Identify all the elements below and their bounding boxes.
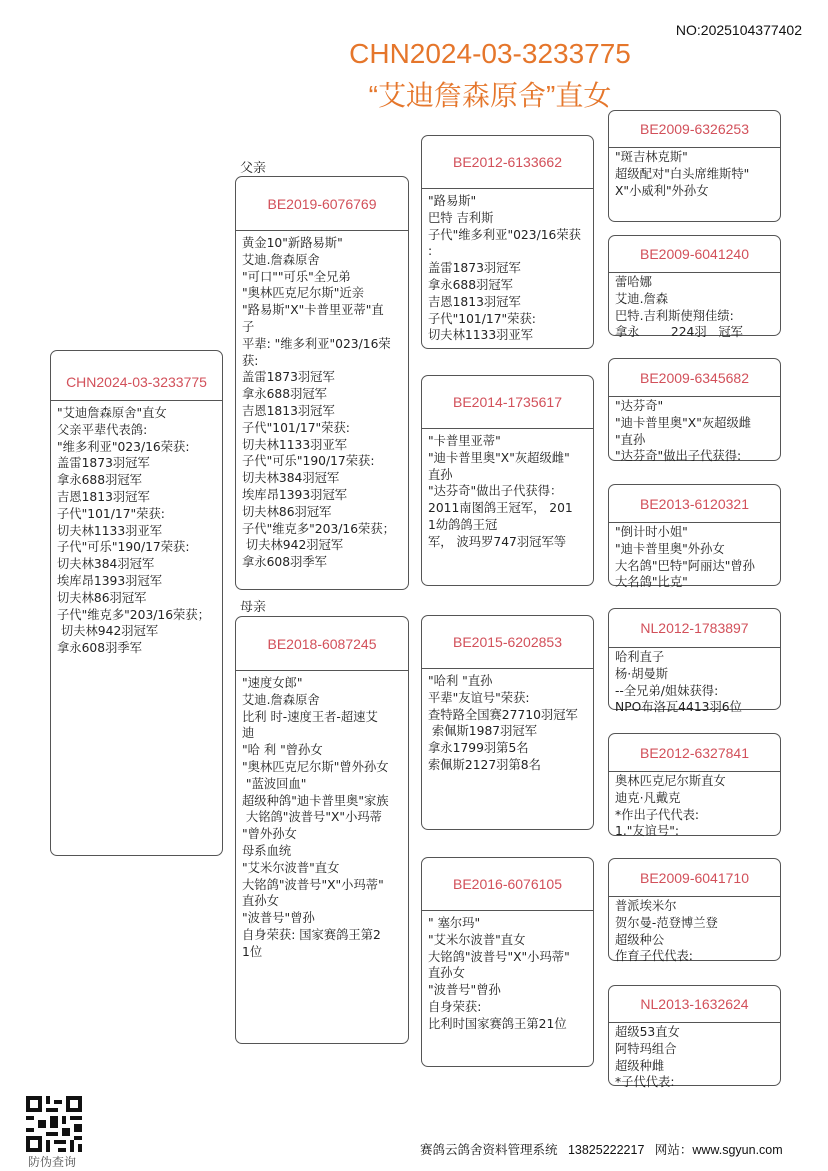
note-line: 迪 <box>242 726 255 741</box>
pedigree-box-sire-sire[interactable] <box>421 135 594 349</box>
note-line: 平辈: "维多利亚"023/16荣 <box>242 336 391 351</box>
note-line: 普派埃米尔 <box>615 899 677 913</box>
note-line: "路易斯" <box>428 194 477 208</box>
note-line: "迪卡普里奥"外孙女 <box>615 541 725 556</box>
pedigree-notes <box>609 397 780 465</box>
ring-number: BE2009-6041710 <box>609 859 780 897</box>
ring-number: CHN2024-03-3233775 <box>51 351 222 401</box>
note-line: 艾迪.詹森 <box>615 291 669 306</box>
website-link[interactable]: www.sgyun.com <box>692 1143 783 1157</box>
note-line: 盖雷1873羽冠军 <box>428 261 521 276</box>
title-ring-number: CHN2024-03-3233775 <box>349 38 631 69</box>
pedigree-box-subject[interactable] <box>50 350 223 856</box>
note-line: 巴特 吉利斯 <box>428 210 494 225</box>
note-line: 作育子代代表: <box>615 949 693 964</box>
note-line: --全兄弟/姐妹获得: <box>615 683 719 698</box>
note-line: 埃库昂1393羽冠军 <box>57 573 163 588</box>
note-line: 切夫林1133羽亚军 <box>428 328 534 343</box>
pedigree-notes <box>609 772 780 840</box>
pedigree-notes <box>609 648 780 716</box>
note-line: 父亲平辈代表鸽: <box>57 422 148 437</box>
note-line: "直孙 <box>615 432 646 447</box>
ring-number: BE2009-6041240 <box>609 236 780 273</box>
pedigree-notes <box>51 401 222 657</box>
note-line: 子代"101/17"荣获: <box>57 506 165 521</box>
qr-code-icon[interactable] <box>26 1096 82 1152</box>
note-line: 拿永688羽冠军 <box>242 387 327 402</box>
note-line: "曾外孙女 <box>242 827 297 842</box>
ring-number: BE2015-6202853 <box>422 616 593 669</box>
note-line: 获: <box>242 353 259 368</box>
note-line: "可口""可乐"全兄弟 <box>242 269 351 284</box>
note-line: 子代"维多利亚"023/16荣获 <box>428 227 581 242</box>
note-line: 艾迪.詹森原舍 <box>242 692 320 707</box>
note-line: 大名鸽"比克" <box>615 575 688 590</box>
note-line: "斑吉林克斯" <box>615 150 688 164</box>
note-line: 子代"101/17"荣获: <box>428 311 536 326</box>
pedigree-box-ddd[interactable] <box>608 985 781 1090</box>
note-line: "奥林匹克尼尔斯"近亲 <box>242 286 364 301</box>
note-line: 切夫林1133羽亚军 <box>242 437 348 452</box>
note-line: 切夫林384羽冠军 <box>57 557 155 572</box>
note-line: 军， 波玛罗747羽冠军等 <box>428 534 567 549</box>
note-line: "哈利 "直孙 <box>428 674 493 688</box>
note-line: 杨·胡曼斯 <box>615 666 669 681</box>
note-line: "速度女郎" <box>242 676 303 690</box>
title-pigeon-name: “艾迪詹森原舍”直女 <box>368 80 612 111</box>
note-line: 切夫林86羽冠军 <box>57 590 147 605</box>
note-line: " 塞尔玛" <box>428 916 481 930</box>
note-line: "哈 利 "曾孙女 <box>242 743 323 758</box>
dam-label: 母亲 <box>240 600 267 615</box>
note-line: 切夫林942羽冠军 <box>57 624 159 639</box>
note-line: 超级种雌 <box>615 1058 665 1073</box>
note-line: "波普号"曾孙 <box>242 911 315 926</box>
note-line: 超级53直女 <box>615 1025 680 1039</box>
note-line: 拿永608羽季军 <box>242 555 327 570</box>
note-line: "达芬奇"做出子代获得: <box>615 449 742 464</box>
note-line: 切夫林86羽冠军 <box>242 504 332 519</box>
note-line: 吉恩1813羽冠军 <box>57 489 150 504</box>
note-line: 盖雷1873羽冠军 <box>57 456 150 471</box>
pedigree-notes <box>422 189 593 344</box>
pedigree-notes <box>422 429 593 551</box>
note-line: 子代"101/17"荣获: <box>242 420 350 435</box>
note-line: "艾米尔波普"直女 <box>428 932 526 947</box>
pedigree-notes <box>236 231 408 571</box>
pedigree-notes <box>609 1023 780 1091</box>
ring-number: BE2016-6076105 <box>422 858 593 911</box>
note-line: 巴特.吉利斯使翔佳绩: <box>615 308 734 323</box>
document-number: NO:2025104377402 <box>675 22 802 38</box>
note-line: 1位 <box>242 944 263 959</box>
note-line: 切夫林1133羽亚军 <box>57 523 163 538</box>
note-line: 查特路全国赛27710羽冠军 <box>428 707 578 722</box>
ring-number: BE2019-6076769 <box>236 177 408 231</box>
note-line: 拿永688羽冠军 <box>57 473 142 488</box>
note-line: 黄金10"新路易斯" <box>242 236 343 250</box>
note-line: 艾迪.詹森原舍 <box>242 252 320 267</box>
note-line: 比利 时-速度王者-超速艾 <box>242 709 378 724</box>
note-line: 大铭鸽"波普号"X"小玛蒂 <box>242 810 382 825</box>
ring-number: BE2018-6087245 <box>236 617 408 671</box>
note-line: "蓝波回血" <box>242 776 307 791</box>
note-line: 超级种公 <box>615 932 665 947</box>
note-line: 子代"维克多"203/16荣获； <box>242 521 395 536</box>
pedigree-notes <box>422 669 593 774</box>
ring-number: BE2009-6326253 <box>609 111 780 148</box>
ring-number: BE2014-1735617 <box>422 376 593 429</box>
note-line: 子 <box>242 319 255 334</box>
pedigree-box-dam[interactable] <box>235 616 409 1044</box>
note-line: NPO布洛瓦4413羽6位 <box>615 700 742 715</box>
note-line: 埃库昂1393羽冠军 <box>242 487 348 502</box>
note-line: "路易斯"X"卡普里亚蒂"直 <box>242 303 384 318</box>
pedigree-box-dss[interactable] <box>608 608 781 715</box>
pedigree-notes <box>236 671 408 961</box>
note-line: "迪卡普里奥"X"灰超级雌 <box>615 415 752 430</box>
ring-number: BE2009-6345682 <box>609 359 780 397</box>
pedigree-box-dds[interactable] <box>608 858 781 964</box>
note-line: 阿特玛组合 <box>615 1041 677 1056</box>
pedigree-notes <box>609 897 780 965</box>
pedigree-notes <box>422 911 593 1033</box>
ring-number: BE2012-6327841 <box>609 734 780 772</box>
note-line: *子代代表: <box>615 1075 675 1090</box>
ring-number: BE2012-6133662 <box>422 136 593 189</box>
pedigree-box-sire-dam[interactable] <box>421 375 594 586</box>
note-line: 吉恩1813羽冠军 <box>242 403 335 418</box>
pedigree-notes <box>609 523 780 591</box>
note-line: X"小威利"外孙女 <box>615 183 709 198</box>
note-line: "维多利亚"023/16荣获: <box>57 439 190 454</box>
note-line: 拿永608羽季军 <box>57 641 142 656</box>
note-line: 子代"维克多"203/16荣获； <box>57 607 210 622</box>
sire-label: 父亲 <box>240 161 267 176</box>
note-line: 贺尔曼-范登博兰登 <box>615 915 718 930</box>
note-line: "艾米尔波普"直女 <box>242 860 340 875</box>
note-line: 索佩斯2127羽第8名 <box>428 757 541 772</box>
note-line: 奥林匹克尼尔斯直女 <box>615 774 726 788</box>
note-line: : <box>428 244 433 259</box>
pedigree-box-sire[interactable] <box>235 176 409 590</box>
note-line: 拿永688羽冠军 <box>428 277 513 292</box>
note-line: 超级配对"白头席维斯特" <box>615 166 750 181</box>
website-label: 网站： <box>654 1143 693 1157</box>
anti-counterfeit-label: 防伪查询 <box>28 1155 77 1169</box>
note-line: 1."友谊号": <box>615 824 680 839</box>
note-line: 切夫林942羽冠军 <box>242 538 344 553</box>
note-line: 比利时国家赛鸽王第21位 <box>428 1016 567 1031</box>
note-line: "达芬奇"做出子代获得： <box>428 484 563 499</box>
note-line: 直孙女 <box>242 894 279 909</box>
note-line: 直孙女 <box>428 966 465 981</box>
pedigree-box-sss[interactable] <box>608 110 781 222</box>
pedigree-box-ssd[interactable] <box>608 235 781 340</box>
note-line: 子代"可乐"190/17荣获: <box>242 454 375 469</box>
note-line: 拿永1799羽第5名 <box>428 741 529 756</box>
note-line: 2011南图鸽王冠军， 201 <box>428 501 573 516</box>
note-line: 吉恩1813羽冠军 <box>428 294 521 309</box>
note-line: 自身荣获: <box>428 999 482 1014</box>
note-line: 超级种鸽"迪卡普里奥"家族 <box>242 793 389 808</box>
note-line: "倒计时小姐" <box>615 525 688 539</box>
pedigree-box-dsd[interactable] <box>608 733 781 839</box>
note-line: 子代"可乐"190/17荣获: <box>57 540 190 555</box>
note-line: 索佩斯1987羽冠军 <box>428 724 537 739</box>
phone-number: 13825222217 <box>567 1143 645 1157</box>
note-line: 哈利直子 <box>615 650 665 664</box>
pedigree-notes <box>609 273 780 341</box>
system-name: 赛鸽云鸽舍资料管理系统 <box>420 1143 558 1157</box>
note-line: *作出子代代表: <box>615 807 700 822</box>
pedigree-box-sds[interactable] <box>608 358 781 464</box>
note-line: 切夫林384羽冠军 <box>242 471 340 486</box>
note-line: "迪卡普里奥"X"灰超级雌" <box>428 450 570 465</box>
note-line: "达芬奇" <box>615 399 664 413</box>
footer <box>420 1140 783 1158</box>
note-line: 大铭鸽"波普号"X"小玛蒂" <box>242 877 384 892</box>
ring-number: NL2013-1632624 <box>609 986 780 1023</box>
pedigree-box-dam-dam[interactable] <box>421 857 594 1067</box>
ring-number: NL2012-1783897 <box>609 609 780 648</box>
note-line: 平辈"友谊号"荣获: <box>428 690 530 705</box>
note-line: "奥林匹克尼尔斯"曾外孙女 <box>242 759 389 774</box>
note-line: 大铭鸽"波普号"X"小玛蒂" <box>428 949 570 964</box>
note-line: 直孙 <box>428 467 453 482</box>
note-line: 盖雷1873羽冠军 <box>242 370 335 385</box>
note-line: "艾迪詹森原舍"直女 <box>57 406 167 420</box>
note-line: 母系血统 <box>242 843 292 858</box>
pedigree-box-sdd[interactable] <box>608 484 781 590</box>
note-line: 拿永 224羽 冠军 <box>615 325 743 340</box>
note-line: "波普号"曾孙 <box>428 983 501 998</box>
note-line: 迪克·凡戴克 <box>615 790 681 805</box>
note-line: "卡普里亚蒂" <box>428 434 501 448</box>
pedigree-box-dam-sire[interactable] <box>421 615 594 830</box>
note-line: 蕾哈娜 <box>615 275 652 289</box>
ring-number: BE2013-6120321 <box>609 485 780 523</box>
note-line: 1幼鸽鸽王冠 <box>428 517 498 532</box>
note-line: 自身荣获: 国家赛鸽王第2 <box>242 927 381 942</box>
note-line: 大名鸽"巴特"阿丽达"曾孙 <box>615 558 755 573</box>
pedigree-notes <box>609 148 780 199</box>
